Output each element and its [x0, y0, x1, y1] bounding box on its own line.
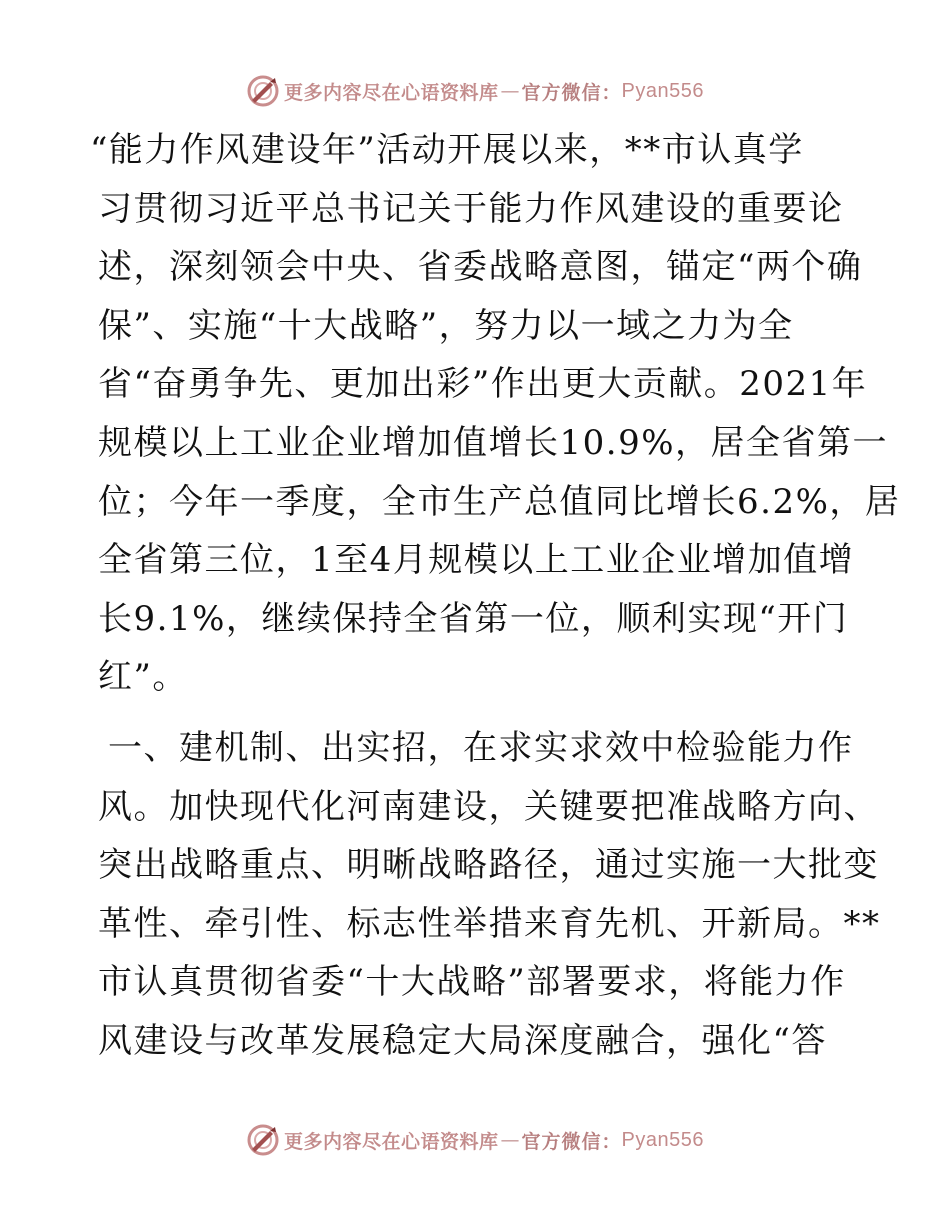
- text-line: 保”、实施“十大战略”，努力以一域之力为全: [98, 305, 794, 346]
- footer-watermark: [0, 1120, 950, 1160]
- text-line: 省“奋勇争先、更加出彩”作出更大贡献。2021年: [98, 364, 868, 405]
- paragraph-intro: [90, 121, 901, 707]
- watermark-dash: —: [500, 1129, 520, 1151]
- text-line: 全省第三位，1至4月规模以上工业企业增加值增: [98, 540, 855, 581]
- watermark-wechat-id: Pyan556: [621, 1128, 704, 1151]
- watermark-dash: —: [500, 80, 520, 102]
- text-line: 述，深刻领会中央、省委战略意图，锚定“两个确: [98, 247, 863, 288]
- text-line: 长9.1%，继续保持全省第一位，顺利实现“开门: [98, 598, 849, 639]
- logo-icon: [246, 1123, 280, 1157]
- paragraph-section-one: [98, 719, 881, 1071]
- text-line: 一、建机制、出实招，在求实求效中检验能力作: [108, 727, 854, 768]
- text-line: 规模以上工业企业增加值增长10.9%，居全省第一: [98, 422, 889, 463]
- watermark-wechat-id: Pyan556: [621, 79, 704, 102]
- logo-icon: [246, 74, 280, 108]
- text-line: 革性、牵引性、标志性举措来育先机、开新局。**: [98, 903, 881, 944]
- text-line: 习贯彻习近平总书记关于能力作风建设的重要论: [98, 188, 844, 229]
- text-line: “能力作风建设年”活动开展以来，**市认真学: [90, 130, 804, 170]
- watermark-sub-text: 官方微信：: [521, 81, 622, 104]
- watermark-main-text: 更多内容尽在心语资料库: [284, 1130, 499, 1153]
- watermark-main-text: 更多内容尽在心语资料库: [284, 81, 499, 104]
- text-line: 突出战略重点、明晰战略路径，通过实施一大批变: [98, 845, 879, 886]
- text-line: 风建设与改革发展稳定大局深度融合，强化“答: [98, 1020, 827, 1061]
- text-line: 红”。: [98, 657, 188, 698]
- text-line: 风。加快现代化河南建设，关键要把准战略方向、: [98, 786, 879, 827]
- text-line: 市认真贯彻省委“十大战略”部署要求，将能力作: [98, 962, 846, 1003]
- text-line: 位；今年一季度，全市生产总值同比增长6.2%，居: [98, 481, 901, 522]
- document-body: [90, 121, 901, 1071]
- header-watermark: [0, 71, 950, 111]
- watermark-sub-text: 官方微信：: [521, 1130, 622, 1153]
